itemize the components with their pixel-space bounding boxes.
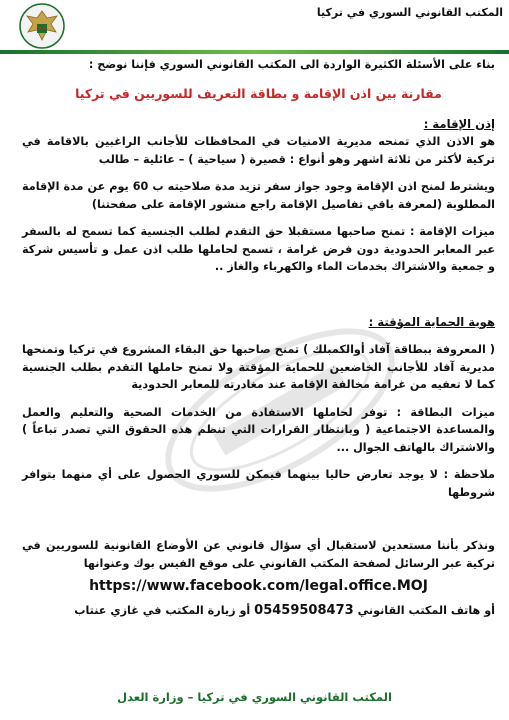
phone-line (22, 602, 495, 620)
residence-definition: هو الاذن الذي تمنحه مديرية الامنيات في المحافظات للأجانب الراغبين بالاقامة في تركية لأكثر من ثلاثة اشهر وهو أنواع : قصيرة ( سياحية ) – عائلية – طالب (22, 135, 495, 166)
document-body (22, 56, 495, 619)
header-divider (0, 50, 509, 54)
protection-heading: هوية الحماية المؤقتة : (368, 314, 495, 329)
document-header (0, 0, 509, 52)
document-footer: المكتب القانوني السوري في تركيا – وزارة العدل (117, 690, 392, 704)
main-title: مقارنة بين اذن الإقامة و بطاقة التعريف للسوريين في تركيا (75, 85, 442, 101)
protection-note: ملاحظة : لا يوجد تعارض حاليا بينهما فيمكن للسوري الحصول على أي منهما بتوافر شروطها (22, 468, 495, 499)
phone-suffix: أو زيارة المكتب في غازي عنتاب (74, 603, 251, 617)
phone-prefix: أو هاتف المكتب القانوني (357, 603, 495, 617)
protection-features: ميزات البطاقة : توفر لحاملها الاستفادة من الخدمات الصحية والتعليم والعمل والمساعدة الاجتماعية ( وبانتظار القرارات التي تنظم هذه الحقوق التي تصدر تباعاً ) والاشتراك بالهاتف الجوال ... (22, 405, 495, 454)
intro-line: بناء على الأسئلة الكثيرة الواردة الى المكتب القانوني السوري فإننا نوضح : (88, 58, 495, 71)
residence-features: ميزات الإقامة : تمنح صاحبها مستقبلا حق التقدم لطلب الجنسية كما تسمح له بالسفر عبر المعابر الحدودية دون فرض غرامة ، تسمح لحاملها طلب اذن عمل و تأسيس شركة و جمعية والاشتراك بخدمات الماء والكهرباء والغاز .. (22, 225, 495, 273)
facebook-link[interactable]: https://www.facebook.com/legal.office.MOJ (89, 578, 428, 594)
residence-heading: إذن الإقامة : (423, 116, 495, 131)
eagle-emblem-icon (18, 2, 66, 50)
phone-number[interactable]: 05459508473 (254, 602, 354, 618)
protection-definition: ( المعروفة ببطاقة آفاد أوالكمبلك ) تمنح صاحبها حق البقاء المشروع في تركيا وتمنحها مديرية آفاد للأجانب الخاضعين للحماية المؤقتة ولا تمنح حاملها التقدم بطلب الجنسية كما لا تعفيه من غرامة مخالفة الإقامة عند مغادرته للمعابر الحدودية (22, 343, 495, 391)
residence-requirements: ويشترط لمنح اذن الإقامة وجود جواز سفر تزيد مدة صلاحيته ب 60 يوم عن مدة الإقامة المطلوبة (لمعرفة باقي تفاصيل الإقامة راجع منشور الإقامة على صفحتنا) (22, 180, 495, 211)
header-title: المكتب القانوني السوري في تركيا (316, 6, 503, 19)
contact-paragraph: ونذكر بأننا مستعدين لاستقبال أي سؤال قانوني عن الأوضاع القانونية للسوريين في تركية عبر الرسائل لصفحة المكتب القانوني على موقع الفيس بوك وعنوانها (22, 539, 495, 570)
